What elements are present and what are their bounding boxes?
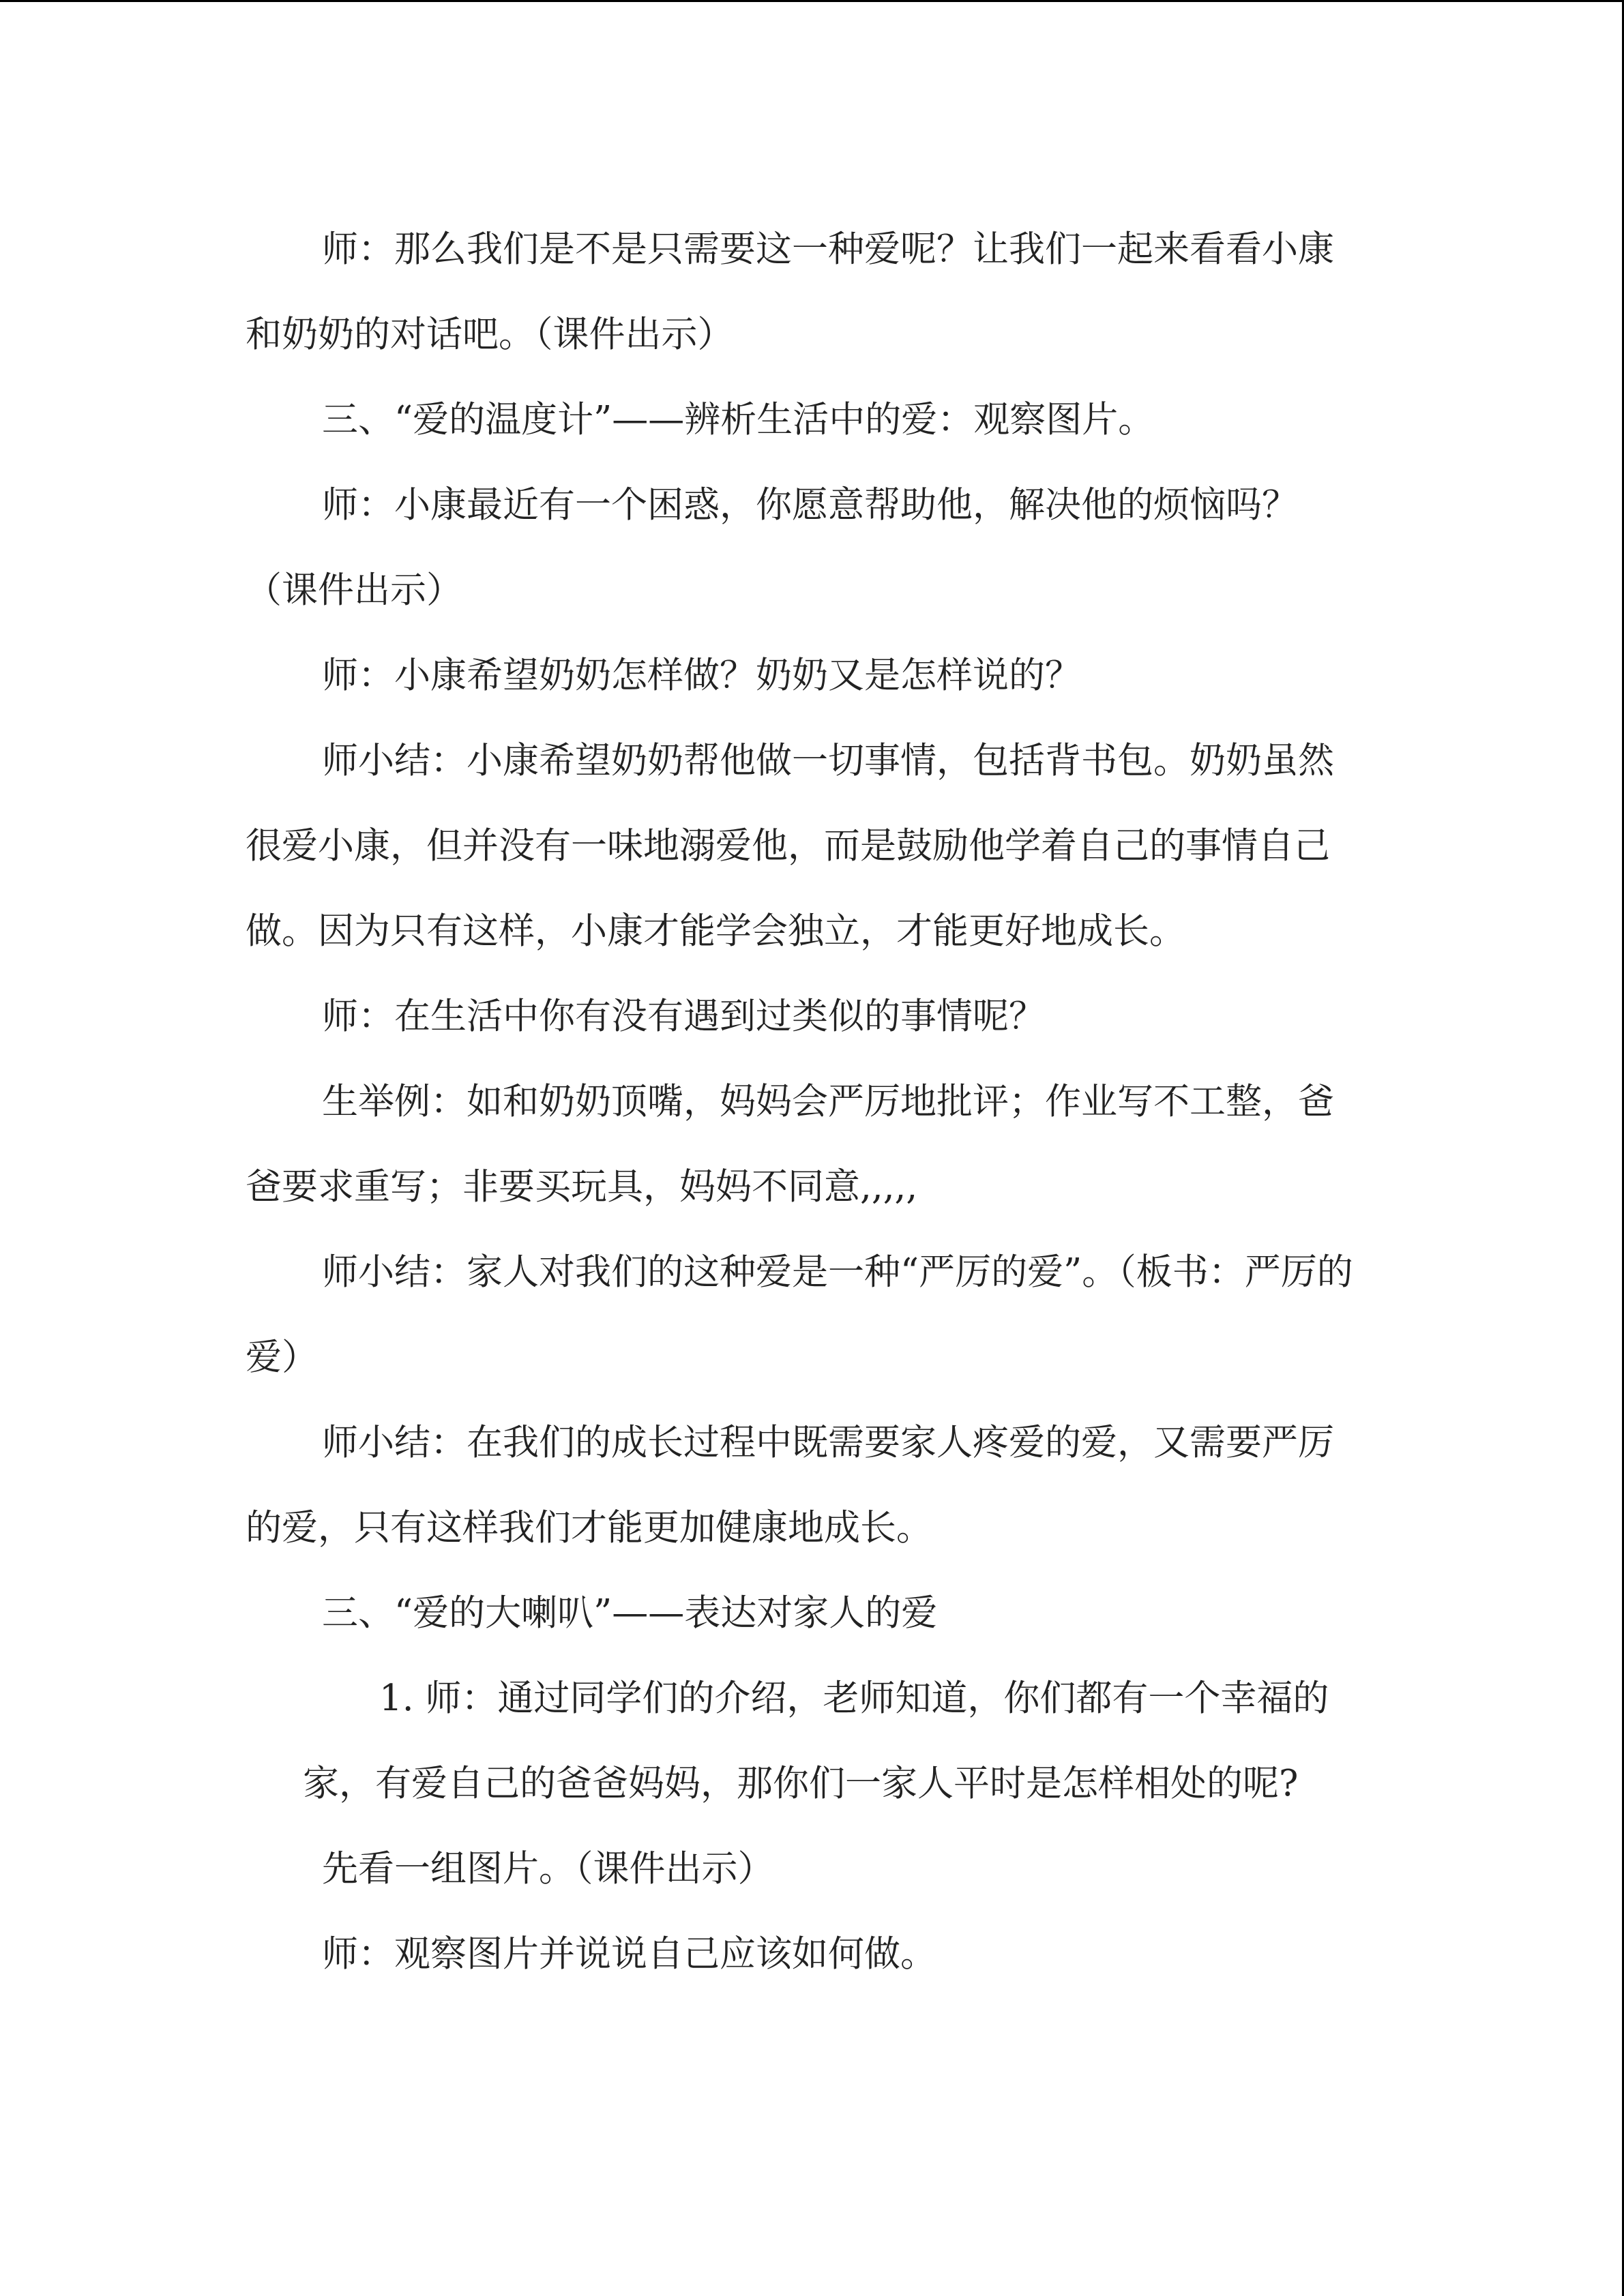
list-item-1: 1. 师：通过同学们的介绍，老师知道，你们都有一个幸福的家，有爱自己的爸爸妈妈，那你们一家人平时是怎样相处的呢? xyxy=(303,1678,1329,1804)
paragraph-6: 师：在生活中你有没有遇到过类似的事情呢？ xyxy=(322,996,1045,1037)
paragraph-7: 生举例：如和奶奶顶嘴，妈妈会严厉地批评；作业写不工整，爸爸要求重写；非要买玩具，妈妈不同意,,,,, xyxy=(246,1081,1334,1208)
paragraph-9: 师小结：在我们的成长过程中既需要家人疼爱的爱，又需要严厉的爱，只有这样我们才能更加健康地成长。 xyxy=(246,1422,1334,1549)
paragraph-5: 师小结：小康希望奶奶帮他做一切事情，包括背书包。奶奶虽然很爱小康，但并没有一味地溺爱他，而是鼓励他学着自己的事情自己做。因为只有这样，小康才能学会独立，才能更好地成长。 xyxy=(246,740,1334,952)
document-body xyxy=(246,207,1364,1997)
paragraph-1: 师：那么我们是不是只需要这一种爱呢？让我们一起来看看小康和奶奶的对话吧。（课件出示） xyxy=(246,228,1334,355)
paragraph-8: 师小结：家人对我们的这种爱是一种“严厉的爱”。（板书：严厉的爱） xyxy=(246,1251,1353,1378)
section-heading-love-loudspeaker: 三、“爱的大喇叭”——表达对家人的爱 xyxy=(322,1592,938,1634)
paragraph-12: 先看一组图片。（课件出示） xyxy=(322,1848,774,1890)
paragraph-3: 师：小康最近有一个困惑，你愿意帮助他，解决他的烦恼吗？（课件出示） xyxy=(246,484,1298,611)
section-heading-love-thermometer: 三、“爱的温度计”——辨析生活中的爱：观察图片。 xyxy=(322,399,1155,441)
paragraph-13: 师：观察图片并说说自己应该如何做。 xyxy=(322,1933,936,1975)
paragraph-4: 师：小康希望奶奶怎样做？奶奶又是怎样说的？ xyxy=(322,655,1081,696)
